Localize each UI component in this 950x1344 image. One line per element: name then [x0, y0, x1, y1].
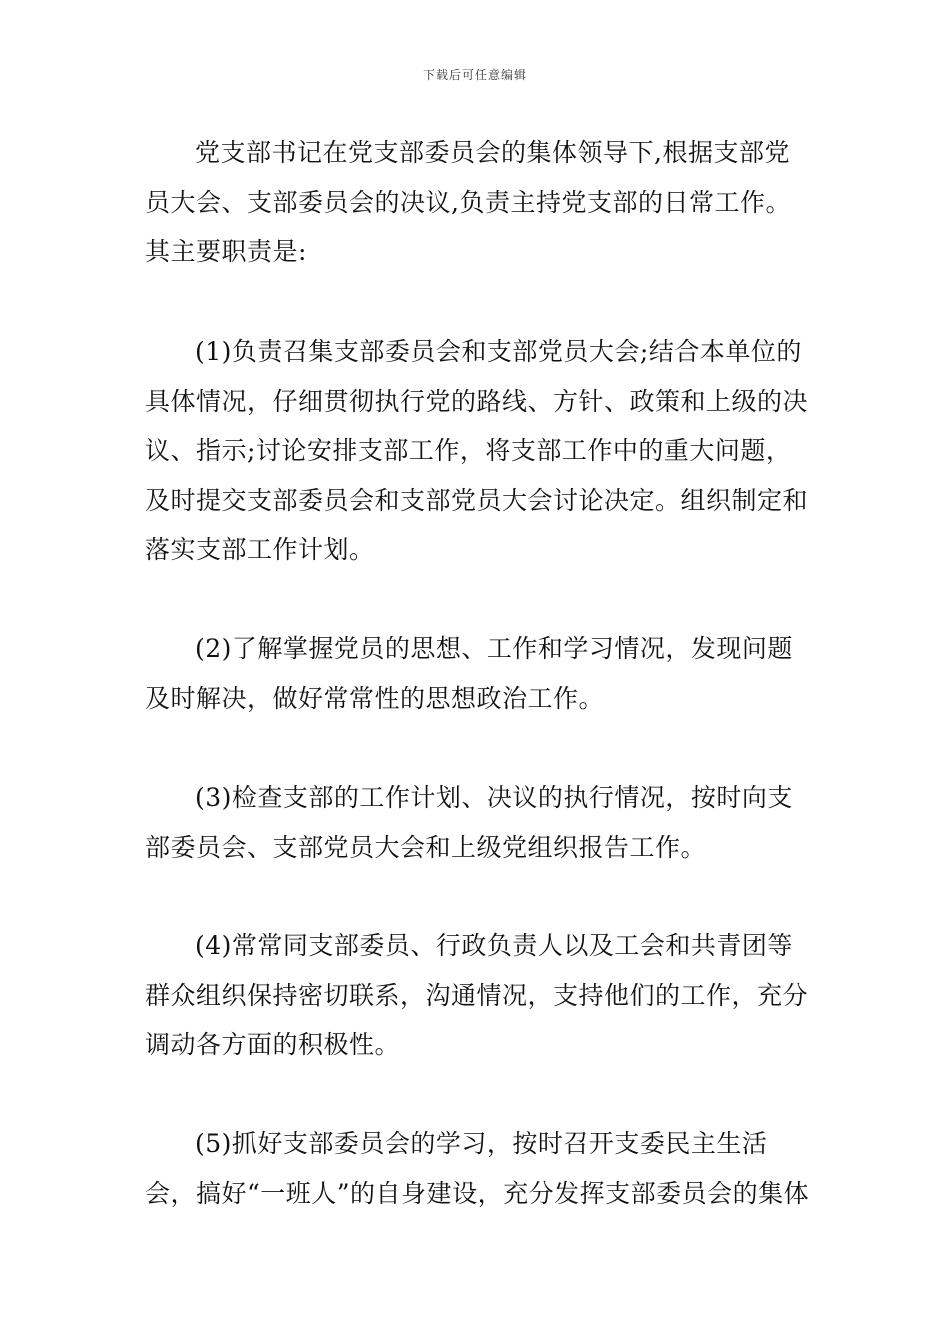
paragraph-duty-2: (2)了解掌握党员的思想、工作和学习情况，发现问题及时解决，做好常常性的思想政治工作。	[145, 634, 793, 713]
paragraph-intro: 党支部书记在党支部委员会的集体领导下,根据支部党员大会、支部委员会的决议,负责主持党支部的日常工作。其主要职责是:	[145, 138, 791, 266]
paragraph-duty-4: (4)常常同支部委员、行政负责人以及工会和共青团等群众组织保持密切联系，沟通情况，支持他们的工作，充分调动各方面的积极性。	[145, 931, 809, 1059]
paragraph-duty-3: (3)检查支部的工作计划、决议的执行情况，按时向支部委员会、支部党员大会和上级党组织报告工作。	[145, 783, 793, 862]
paragraph-duty-1: (1)负责召集支部委员会和支部党员大会;结合本单位的具体情况，仔细贯彻执行党的路线、方针、政策和上级的决议、指示;讨论安排支部工作，将支部工作中的重大问题，及时提交支部委员会和支部党员大会讨论决定。组织制定和落实支部工作计划。	[145, 337, 809, 564]
paragraph-duty-5: (5)抓好支部委员会的学习，按时召开支委民主生活会，搞好“一班人”的自身建设，充分发挥支部委员会的集体	[145, 1129, 810, 1208]
header-note: 下载后可任意编辑	[422, 68, 527, 82]
